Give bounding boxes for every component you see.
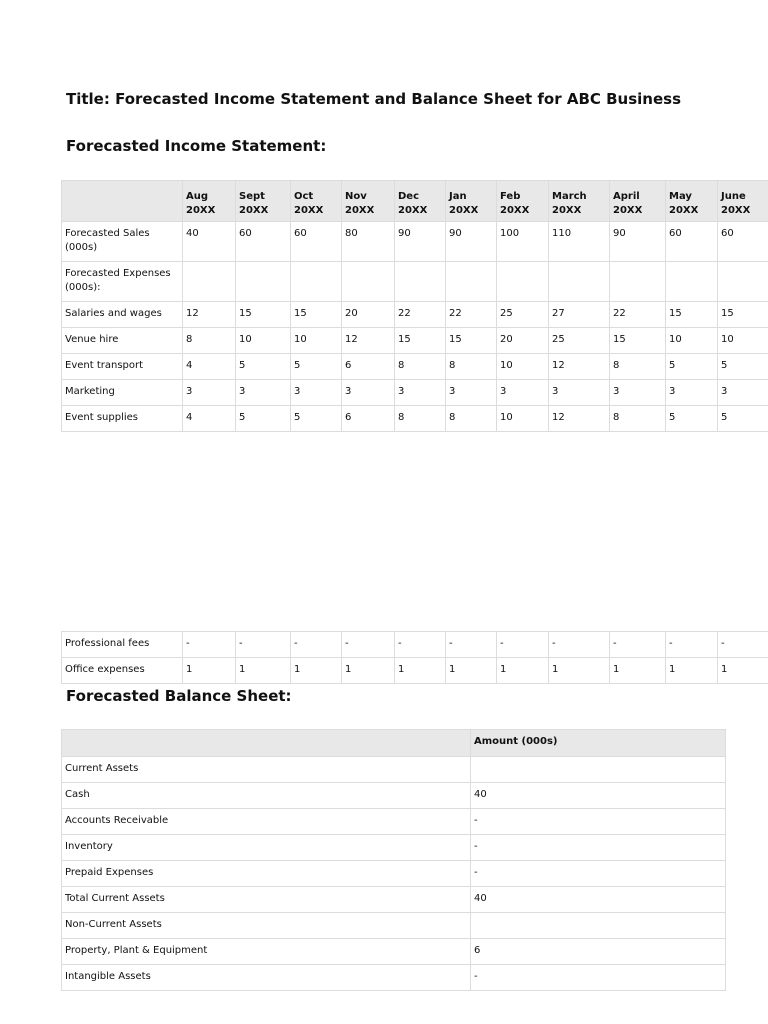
month-year: 20XX: [345, 205, 375, 216]
income-cell: 1: [236, 658, 291, 684]
balance-row: [62, 757, 726, 783]
balance-row-label: Non-Current Assets: [62, 913, 471, 939]
income-cell: 1: [610, 658, 666, 684]
income-cell: 40: [183, 222, 236, 262]
balance-row: [62, 835, 726, 861]
income-cell: 60: [666, 222, 718, 262]
income-row: [62, 354, 768, 380]
balance-row-amount: -: [471, 861, 726, 887]
income-cell: 80: [342, 222, 395, 262]
month-year: 20XX: [721, 205, 751, 216]
income-cell: 1: [395, 658, 446, 684]
income-cell: -: [236, 632, 291, 658]
income-cell: [236, 262, 291, 302]
income-cell: -: [183, 632, 236, 658]
balance-row-amount: 40: [471, 887, 726, 913]
income-row-label: Venue hire: [62, 328, 183, 354]
income-cell: 22: [446, 302, 497, 328]
income-cell: [446, 262, 497, 302]
income-cell: -: [291, 632, 342, 658]
income-row-label: Forecasted Expenses (000s):: [62, 262, 183, 302]
income-cell: 100: [497, 222, 549, 262]
income-cell: 12: [183, 302, 236, 328]
month-name: Nov: [345, 191, 367, 202]
month-year: 20XX: [500, 205, 530, 216]
income-cell: [549, 262, 610, 302]
income-cell: 12: [342, 328, 395, 354]
income-cell: 25: [497, 302, 549, 328]
income-cell: 60: [236, 222, 291, 262]
income-row-label: Professional fees: [62, 632, 183, 658]
income-cell: 3: [549, 380, 610, 406]
month-year: 20XX: [186, 205, 216, 216]
income-cell: 22: [395, 302, 446, 328]
balance-row-amount: 40: [471, 783, 726, 809]
month-year: 20XX: [294, 205, 324, 216]
income-cell: 3: [342, 380, 395, 406]
income-row: [62, 302, 768, 328]
balance-row: [62, 913, 726, 939]
month-header: [183, 181, 236, 222]
income-cell: 25: [549, 328, 610, 354]
income-cell: 10: [718, 328, 768, 354]
balance-sheet-table: [61, 729, 726, 991]
income-row-label: Event transport: [62, 354, 183, 380]
income-cell: 1: [718, 658, 768, 684]
month-header: [497, 181, 549, 222]
income-row: [62, 658, 768, 684]
income-cell: 1: [342, 658, 395, 684]
income-cell: 1: [549, 658, 610, 684]
income-row-label: Forecasted Sales (000s): [62, 222, 183, 262]
month-name: April: [613, 191, 640, 202]
income-cell: 5: [291, 406, 342, 432]
income-cell: -: [497, 632, 549, 658]
income-cell: 15: [666, 302, 718, 328]
income-body: [62, 222, 768, 432]
month-name: June: [721, 191, 746, 202]
income-cell: 8: [446, 406, 497, 432]
income-cell: 1: [446, 658, 497, 684]
income-header-corner: [62, 181, 183, 222]
month-header: [549, 181, 610, 222]
income-row-label: Salaries and wages: [62, 302, 183, 328]
income-cell: -: [666, 632, 718, 658]
month-header: [236, 181, 291, 222]
balance-row: [62, 887, 726, 913]
income-cell: 1: [291, 658, 342, 684]
income-cell: 5: [666, 354, 718, 380]
income-cell: 3: [610, 380, 666, 406]
income-cell: 1: [183, 658, 236, 684]
balance-row-amount: -: [471, 835, 726, 861]
income-cell: 90: [395, 222, 446, 262]
income-cell: 6: [342, 406, 395, 432]
income-cell: [497, 262, 549, 302]
income-row: [62, 406, 768, 432]
balance-row-label: Cash: [62, 783, 471, 809]
income-cell: [395, 262, 446, 302]
month-name: May: [669, 191, 692, 202]
income-statement-table-continued: [61, 631, 768, 684]
income-row: [62, 632, 768, 658]
income-cell: 1: [497, 658, 549, 684]
income-cell: 8: [610, 354, 666, 380]
income-cell: 15: [610, 328, 666, 354]
income-cell: 20: [497, 328, 549, 354]
month-header: [395, 181, 446, 222]
income-cell: 8: [183, 328, 236, 354]
month-name: Oct: [294, 191, 314, 202]
income-cell: 8: [395, 406, 446, 432]
income-cell: [610, 262, 666, 302]
income-cell: 3: [395, 380, 446, 406]
month-year: 20XX: [239, 205, 269, 216]
balance-row: [62, 809, 726, 835]
income-header-row: [62, 181, 768, 222]
income-cell: 15: [236, 302, 291, 328]
balance-row: [62, 939, 726, 965]
income-row-label: Marketing: [62, 380, 183, 406]
income-cell: 8: [610, 406, 666, 432]
income-statement-table: [61, 180, 768, 432]
month-header: [610, 181, 666, 222]
income-cell: 5: [291, 354, 342, 380]
income-row: [62, 328, 768, 354]
income-cell: -: [446, 632, 497, 658]
balance-row-amount: [471, 757, 726, 783]
income-cell: 15: [718, 302, 768, 328]
month-header: [342, 181, 395, 222]
balance-row-label: Property, Plant & Equipment: [62, 939, 471, 965]
income-cell: -: [342, 632, 395, 658]
income-row: [62, 222, 768, 262]
income-cell: [718, 262, 768, 302]
income-cell: 8: [446, 354, 497, 380]
income-cell: -: [549, 632, 610, 658]
income-cell: -: [610, 632, 666, 658]
balance-row-label: Current Assets: [62, 757, 471, 783]
month-year: 20XX: [398, 205, 428, 216]
income-row-label: Office expenses: [62, 658, 183, 684]
income-row: [62, 380, 768, 406]
income-cell: 4: [183, 406, 236, 432]
income-cell: 5: [666, 406, 718, 432]
month-header: [666, 181, 718, 222]
income-cell: 8: [395, 354, 446, 380]
income-cell: 10: [236, 328, 291, 354]
income-cell: 5: [718, 354, 768, 380]
income-cell: 10: [497, 406, 549, 432]
month-name: Jan: [449, 191, 467, 202]
balance-row-amount: -: [471, 809, 726, 835]
balance-row: [62, 861, 726, 887]
balance-row-amount: [471, 913, 726, 939]
balance-header-amount: Amount (000s): [471, 730, 726, 757]
income-cell: 10: [497, 354, 549, 380]
month-name: Dec: [398, 191, 420, 202]
income-cell: 15: [395, 328, 446, 354]
income-cell: 22: [610, 302, 666, 328]
income-cell: 15: [446, 328, 497, 354]
month-year: 20XX: [449, 205, 479, 216]
balance-row-label: Intangible Assets: [62, 965, 471, 991]
balance-row-label: Inventory: [62, 835, 471, 861]
income-cell: 10: [291, 328, 342, 354]
balance-row-amount: 6: [471, 939, 726, 965]
month-name: Sept: [239, 191, 265, 202]
income-cell: 5: [236, 354, 291, 380]
income-cell: 5: [236, 406, 291, 432]
income-statement-heading: Forecasted Income Statement:: [66, 137, 327, 155]
balance-row-label: Prepaid Expenses: [62, 861, 471, 887]
balance-body: [62, 757, 726, 991]
balance-header-row: [62, 730, 726, 757]
month-header: [446, 181, 497, 222]
income-row: [62, 262, 768, 302]
income-cell: [291, 262, 342, 302]
income-cell: 3: [236, 380, 291, 406]
income-cell: 1: [666, 658, 718, 684]
income-cell: 3: [666, 380, 718, 406]
income-cell: [183, 262, 236, 302]
income-cell: 27: [549, 302, 610, 328]
balance-row-amount: -: [471, 965, 726, 991]
income-cell: 20: [342, 302, 395, 328]
income-cell: [666, 262, 718, 302]
income-cell: 10: [666, 328, 718, 354]
income-cell: 12: [549, 354, 610, 380]
income-cell: 3: [446, 380, 497, 406]
income-cell: 3: [497, 380, 549, 406]
income-cell: 3: [183, 380, 236, 406]
income-cell: [342, 262, 395, 302]
income-cell: 90: [446, 222, 497, 262]
income-row-label: Event supplies: [62, 406, 183, 432]
income-cell: 5: [718, 406, 768, 432]
income-cell: 3: [291, 380, 342, 406]
balance-sheet-heading: Forecasted Balance Sheet:: [66, 687, 292, 705]
month-header: [718, 181, 768, 222]
income-cell: 60: [291, 222, 342, 262]
income-cell: 90: [610, 222, 666, 262]
income-cell: 4: [183, 354, 236, 380]
document-title: Title: Forecasted Income Statement and Balance Sheet for ABC Business: [66, 90, 682, 108]
income-cell: -: [395, 632, 446, 658]
month-name: Feb: [500, 191, 521, 202]
month-name: March: [552, 191, 587, 202]
income-cell: 110: [549, 222, 610, 262]
income-cell: 6: [342, 354, 395, 380]
income-cell: 15: [291, 302, 342, 328]
income-cell: -: [718, 632, 768, 658]
month-header: [291, 181, 342, 222]
income-cell: 60: [718, 222, 768, 262]
balance-row: [62, 965, 726, 991]
income-body-continued: [62, 632, 768, 684]
income-cell: 12: [549, 406, 610, 432]
month-year: 20XX: [552, 205, 582, 216]
balance-header-label: [62, 730, 471, 757]
balance-row: [62, 783, 726, 809]
income-cell: 3: [718, 380, 768, 406]
month-name: Aug: [186, 191, 209, 202]
balance-row-label: Total Current Assets: [62, 887, 471, 913]
balance-row-label: Accounts Receivable: [62, 809, 471, 835]
month-year: 20XX: [669, 205, 699, 216]
month-year: 20XX: [613, 205, 643, 216]
